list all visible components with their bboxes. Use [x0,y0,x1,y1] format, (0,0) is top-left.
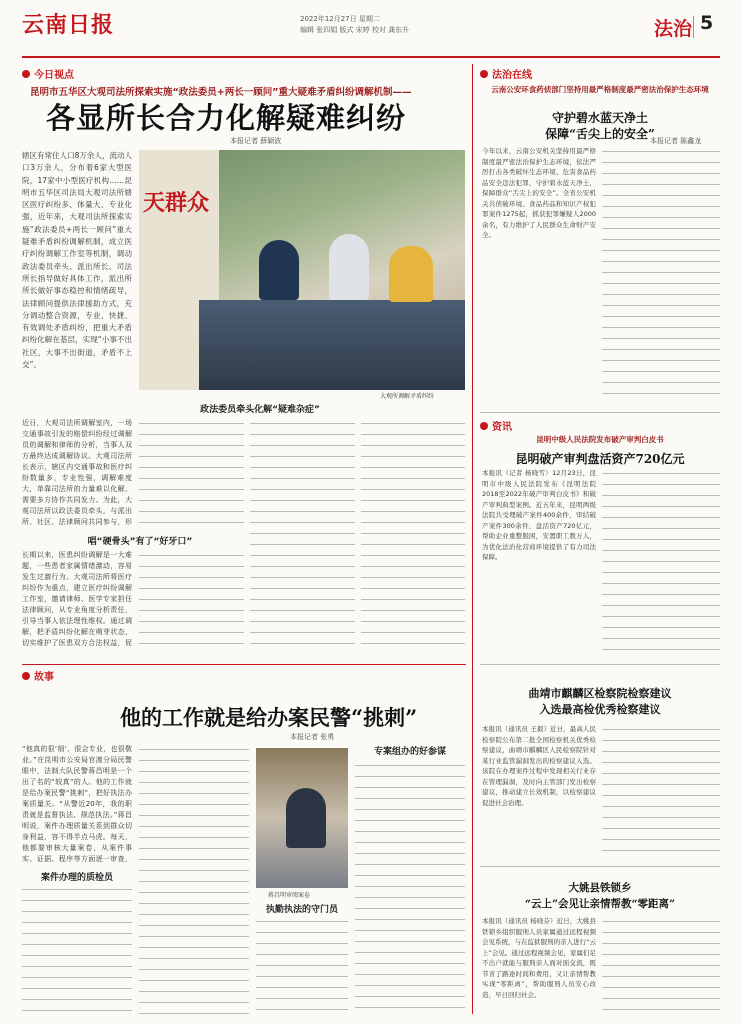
right-tag-2-label: 资讯 [492,422,512,433]
lead-body-col [250,418,355,648]
story-subhead-3: 专案组办的好参谋 [373,747,446,757]
lead-body-col [139,550,244,650]
right-kicker-2: 昆明中级人民法院发布破产审判白皮书 [536,435,664,444]
lead-byline: 本报记者 薛颖波 [230,137,282,145]
right-rule [480,866,720,867]
lead-kicker: 昆明市五华区大观司法所探索实施“政法委员+两长一顾问”重大疑难矛盾纠纷调解机制—— [30,87,412,98]
lead-subhead-2: 唱“硬骨头”有了“好牙口” [87,537,193,547]
right-headline-4: 大姚县铁锁乡 “云上”会见让亲情帮教“零距离” [524,882,676,910]
photo-sign: 天群众 [143,190,210,216]
right-headline-2: 昆明破产审判盘活资产720亿元 [515,452,685,466]
story-subhead-2: 执勤执法的守门员 [265,905,338,915]
photo-person [259,240,299,300]
lead-body-col [361,418,465,648]
lead-tag-icon [22,70,30,78]
story-body-col [256,916,348,1014]
right-kicker-1: 云南公安环食药侦部门坚持用最严格制度最严密法治保护生态环境 [491,85,709,94]
page-number: 5 [700,12,714,34]
right-byline-1: 本报记者 陈鑫龙 [650,137,702,145]
right-body-col [602,146,720,401]
lead-body-1: 近日，大观司法所调解室内，一场交通事故引发的赔偿纠纷经过调解员的调解和律师的分析，当事人双方最终达成调解协议。大观司法所长表示，辖区内交通事故和医疗纠纷数量多，专业性强，调解难度大，单靠司法所的力量难以化解，需要多方协作共同发力。为此，大观司法所以政法委员牵头，与派出所、社区、法律顾问共同参与，形 [22,419,132,526]
right-body-col [602,916,720,1016]
issue-meta [300,14,409,36]
lead-tag [22,66,74,81]
right-tag-1-label: 法治在线 [492,70,532,81]
right-body-4: 本报讯（通讯员 杨晓芬）近日，大姚县铁锁乡组织服刑人员家属通过远程视频会见系统，与在监狱服刑的亲人进行“云上”会见。通过远程视频会见，家属们足不出户就能与服刑亲人面对面交流，既节省了路途时间和费用，又让亲情帮教实现“零距离”，帮助服刑人员安心改造、早日回归社会。 [482,917,596,999]
photo-table [199,300,465,390]
column-divider [472,64,473,1014]
story-subhead-1: 案件办理的质检员 [40,873,113,883]
lead-tag-label: 今日视点 [34,70,74,81]
story-rule [22,664,466,665]
right-rule [480,412,720,413]
lead-intro: 辖区有常住人口8万余人，流动人口3万余人，分布着6家大型医院，17家中小型医疗机构……昆明市五华区司法局大观司法所辖区医疗纠纷多、体量大、专业化强，近年来，大观司法所探索实施“政法委员+两长一顾问”重大疑难矛盾纠纷调解机制，成立医疗纠纷调解工作室等机制，调动政法委员牵头、派出所长、司法所长指导做好具体工作，派出所所长做好事态稳控和情绪疏导，法律顾问提供法律援助方式，充分调动整合资源，专业、快捷、有效调处矛盾纠纷，把重大矛盾纠纷化解在基层，实现“小事不出社区，大事不出街道，矛盾不上交”。 [22,151,132,370]
story-photo [256,748,348,888]
lead-body-col [139,418,244,528]
right-body-col [602,468,720,656]
right-tag-1 [480,66,532,81]
newspaper-logo: 云南日报 [22,12,115,38]
story-tag [22,668,54,683]
lead-headline: 各显所长合力化解疑难纠纷 [46,101,407,135]
right-headline-1: 守护碧水蓝天净土 保障“舌尖上的安全” [545,111,655,141]
right-body-2: 本报讯（记者 杨晓雪）12月23日，昆明市中级人民法院发布《昆明法院2018至2022年破产审判白皮书》和破产审判典型案例。近五年来，昆明两级法院共受理破产案件400余件，审结破产案件300余件，盘活资产720亿元，帮助企业重整脱困，安置职工数万人，为优化法治化营商环境提供了有力司法保障。 [482,469,596,561]
section-title: 法治 [654,18,693,40]
story-headline: 他的工作就是给办案民警“挑刺” [120,705,418,730]
story-byline: 本报记者 张勇 [290,733,335,741]
section-divider [693,16,694,38]
header-rule [22,56,720,58]
story-caption: 蒋昌明审阅案卷 [268,892,311,899]
right-tag-1-icon [480,70,488,78]
right-rule [480,664,720,665]
story-tag-label: 故事 [34,672,54,683]
editor-credits: 编辑 张四娟 版式 宋婷 校对 龚东升 [300,26,410,34]
lead-subhead-1: 政法委员牵头化解“疑难杂症” [200,405,320,415]
story-tag-icon [22,672,30,680]
photo-person [286,788,326,848]
right-tag-2 [480,418,512,433]
story-body-col [355,760,465,1014]
lead-caption: 大观所调解矛盾纠纷 [380,393,435,400]
lead-photo [139,150,465,390]
story-body-col [22,884,132,1014]
right-tag-2-icon [480,422,488,430]
lead-body-2: 长期以来，医患纠纷调解是一大难题，一些患者家属情绪激动，容易发生过激行为。大观司法所将医疗纠纷作为重点，建立医疗纠纷调解工作室，邀请律师、医学专家担任法律顾问，从专业角度分析责任，引导当事人依法理性维权。通过调解，把矛盾纠纷化解在萌芽状态，切实维护了医患双方合法权益，促 [22,551,132,647]
right-body-col [602,724,720,858]
photo-person [389,246,433,302]
right-body-1: 今年以来，云南公安机关坚持用最严格制度最严密法治保护生态环境，依法严厉打击各类破坏生态环境、危害食品药品安全违法犯罪，守护碧水蓝天净土，保障群众“舌尖上的安全”。全省公安机关共侦破环境、食品药品和知识产权犯罪案件1275起，抓获犯罪嫌疑人2000余名，有力维护了人民群众生命财产安全。 [482,147,596,239]
story-body: “他真的很‘细’，很会专业，也很敬业。”在昆明市公安局官渡分局民警眼中，法制大队民警蒋昌明是一个出了名的“较真”的人。他的工作就是给办案民警“挑刺”，把好执法办案质量关。“从警近20年，我的职责就是监督执法、规范执法。”蒋昌明说，案件办理质量关系到群众切身利益，容不得半点马虎。每天，他都要审核大量案卷，从案件事实、证据、程序等方面逐一审查， [22,745,132,863]
right-body-3: 本报讯（通讯员 王毅）近日，最高人民检察院公布第二批全国检察机关优秀检察建议，曲靖市麒麟区人民检察院针对某行业监管漏洞发出的检察建议入选。该院在办理案件过程中发现相关行业存在管理漏洞，及时向主管部门发出检察建议，推动建立长效机制，以检察建议促进社会治理。 [482,725,596,807]
photo-person [329,234,369,300]
story-body-col [139,744,249,1014]
issue-date: 2022年12月27日 星期二 [300,15,380,23]
right-headline-3: 曲靖市麒麟区检察院检察建议 入选最高检优秀检察建议 [528,687,672,716]
